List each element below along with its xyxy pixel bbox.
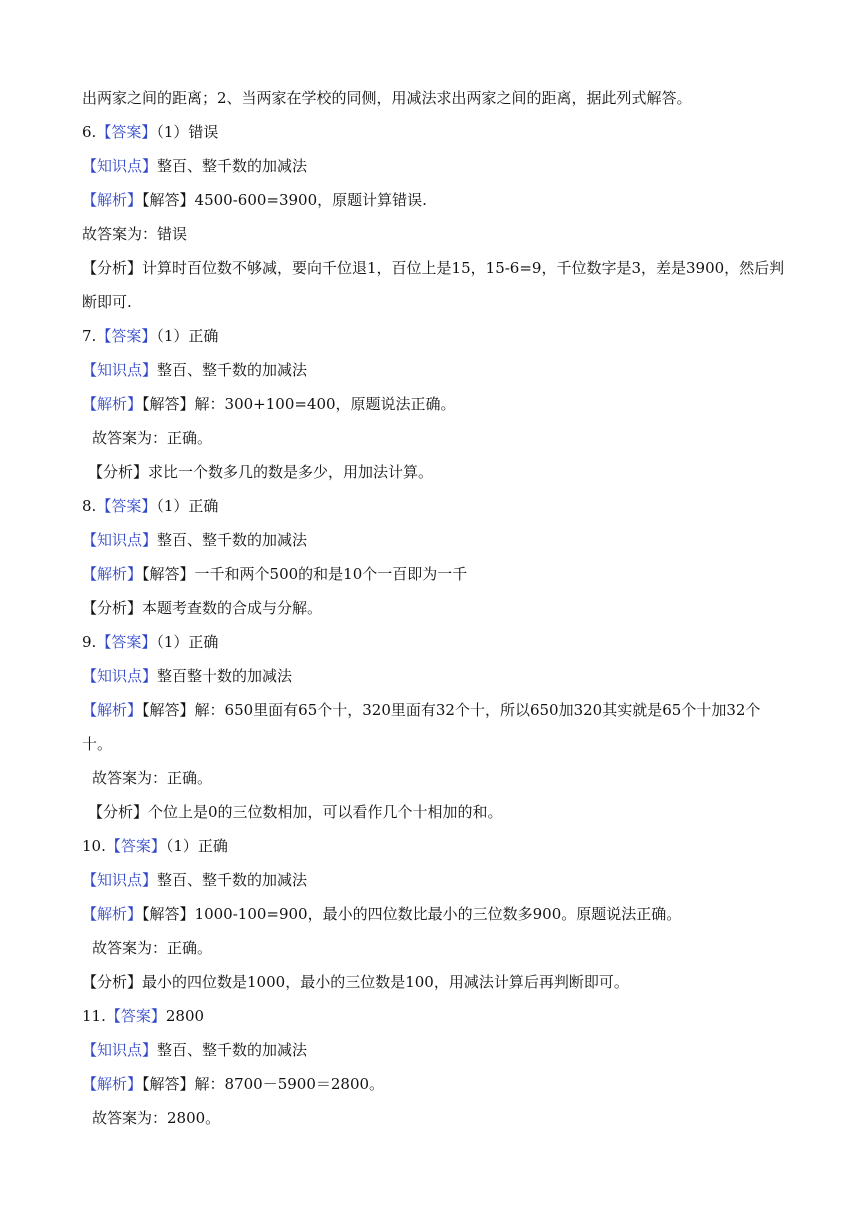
analysis-line: 【解析】【解答】解：8700－5900＝2800。	[82, 1075, 385, 1093]
analysis-line: 【解析】【解答】解：300+100=400，原题说法正确。	[82, 395, 456, 413]
analysis-line: 【解析】【解答】1000-100=900，最小的四位数比最小的三位数多900。原题说法正确。	[82, 905, 682, 923]
conclusion-line: 故答案为：错误	[82, 225, 188, 243]
knowledge-line: 【知识点】整百整十数的加减法	[82, 667, 293, 685]
answer-line: 10.【答案】（1）正确	[82, 837, 228, 855]
answer-tag: 【答案】	[105, 837, 166, 855]
analysis-tag: 【解析】	[82, 905, 143, 923]
answer-tag: 【答案】	[96, 327, 157, 345]
analysis-line: 【解析】【解答】4500-600=3900，原题计算错误.	[82, 191, 427, 209]
conclusion-line: 故答案为：正确。	[92, 429, 213, 447]
conclusion-line: 故答案为：正确。	[92, 939, 213, 957]
text-line: 出两家之间的距离；2、当两家在学校的同侧，用减法求出两家之间的距离，据此列式解答。	[82, 89, 692, 107]
answer-tag: 【答案】	[96, 123, 157, 141]
knowledge-tag: 【知识点】	[82, 157, 158, 175]
text-line: 十。	[82, 735, 113, 753]
knowledge-tag: 【知识点】	[82, 667, 158, 685]
analysis-tag: 【解析】	[82, 1075, 143, 1093]
knowledge-line: 【知识点】整百、整千数的加减法	[82, 531, 308, 549]
explanation-line: 【分析】最小的四位数是1000，最小的三位数是100，用减法计算后再判断即可。	[82, 973, 629, 991]
answer-tag: 【答案】	[96, 497, 157, 515]
knowledge-tag: 【知识点】	[82, 1041, 158, 1059]
knowledge-line: 【知识点】整百、整千数的加减法	[82, 361, 308, 379]
answer-line: 6.【答案】（1）错误	[82, 123, 219, 141]
answer-tag: 【答案】	[105, 1007, 166, 1025]
conclusion-line: 故答案为：正确。	[92, 769, 213, 787]
knowledge-line: 【知识点】整百、整千数的加减法	[82, 871, 308, 889]
text-line: 断即可.	[82, 293, 132, 311]
analysis-line: 【解析】【解答】解：650里面有65个十，320里面有32个十，所以650加320其实就是65个十加32个	[82, 701, 761, 719]
answer-line: 11.【答案】2800	[82, 1007, 205, 1025]
knowledge-tag: 【知识点】	[82, 871, 158, 889]
knowledge-tag: 【知识点】	[82, 361, 158, 379]
answer-line: 9.【答案】（1）正确	[82, 633, 219, 651]
knowledge-line: 【知识点】整百、整千数的加减法	[82, 157, 308, 175]
explanation-line: 【分析】求比一个数多几的数是多少，用加法计算。	[88, 463, 434, 481]
analysis-tag: 【解析】	[82, 565, 143, 583]
answer-tag: 【答案】	[96, 633, 157, 651]
answer-line: 8.【答案】（1）正确	[82, 497, 219, 515]
answer-line: 7.【答案】（1）正确	[82, 327, 219, 345]
analysis-line: 【解析】【解答】一千和两个500的和是10个一百即为一千	[82, 565, 468, 583]
explanation-line: 【分析】本题考查数的合成与分解。	[82, 599, 323, 617]
analysis-tag: 【解析】	[82, 395, 143, 413]
analysis-tag: 【解析】	[82, 191, 143, 209]
analysis-tag: 【解析】	[82, 701, 143, 719]
explanation-line: 【分析】计算时百位数不够减，要向千位退1，百位上是15，15-6=9，千位数字是3，差是3900，然后判	[82, 259, 785, 277]
explanation-line: 【分析】个位上是0的三位数相加，可以看作几个十相加的和。	[88, 803, 503, 821]
conclusion-line: 故答案为：2800。	[92, 1109, 221, 1127]
knowledge-tag: 【知识点】	[82, 531, 158, 549]
knowledge-line: 【知识点】整百、整千数的加减法	[82, 1041, 308, 1059]
